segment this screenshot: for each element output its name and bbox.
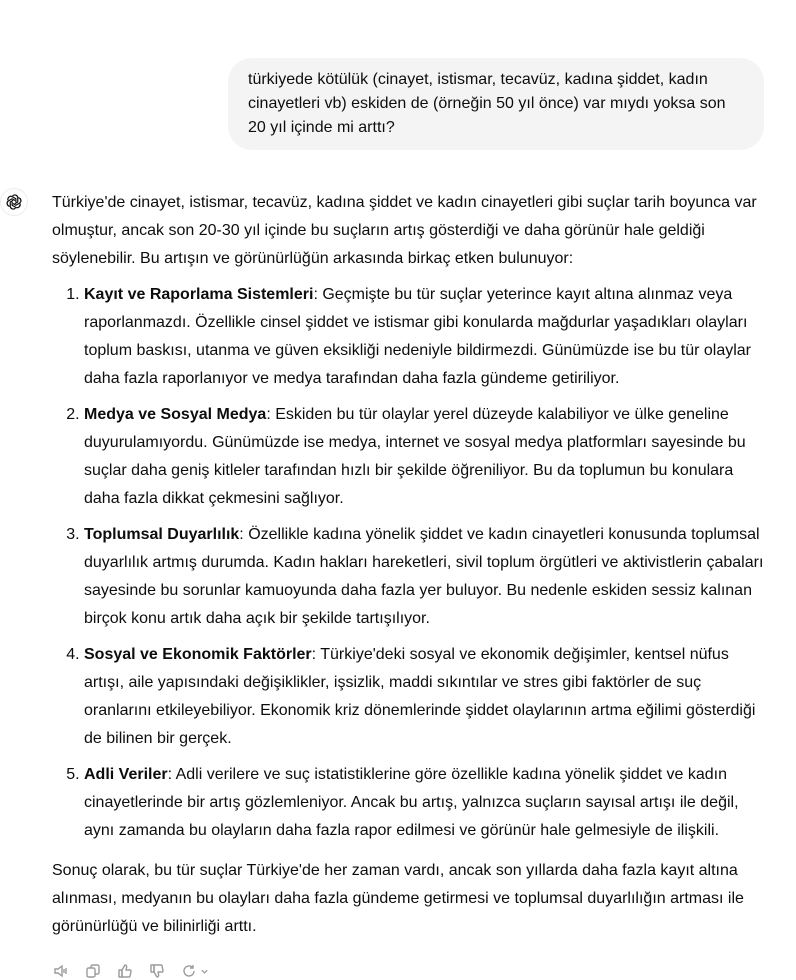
openai-logo-icon <box>5 193 23 211</box>
good-response-button[interactable] <box>116 962 134 980</box>
regenerate-icon <box>181 963 197 979</box>
list-item <box>84 641 766 753</box>
assistant-intro: Türkiye'de cinayet, istismar, tecavüz, kadına şiddet ve kadın cinayetleri gibi suçlar tarih boyunca var olmuştur, ancak son 20-30 yıl içinde bu suçların artış gösterdiği ve daha görünür hale geldiği söylenebilir. Bu artışın ve görünürlüğün arkasında birkaç etken bulunuyor: <box>52 194 757 267</box>
list-item <box>84 761 766 845</box>
thumbs-down-icon <box>149 963 165 979</box>
reason-title: Adli Veriler <box>84 766 168 783</box>
assistant-avatar <box>0 188 28 216</box>
regenerate-button[interactable] <box>180 962 209 980</box>
read-aloud-button[interactable] <box>52 962 70 980</box>
assistant-conclusion: Sonuç olarak, bu tür suçlar Türkiye'de her zaman vardı, ancak son yıllarda daha fazla kayıt altına alınması, medyanın bu olayları daha fazla gündeme getirmesi ve toplumsal duyarlılığın artması ile görünürlüğü ve bilinirliği arttı. <box>52 862 744 935</box>
copy-button[interactable] <box>84 962 102 980</box>
reason-text: : Özellikle kadına yönelik şiddet ve kadın cinayetleri konusunda toplumsal duyarlılık artmış durumda. Kadın hakları hareketleri, sivil toplum örgütleri ve aktivistlerin çabaları sayesinde bu sorunlar kamuoyunda daha fazla yer buluyor. Bu nedenle eskiden sessiz kalınan birçok konu artık daha açık bir şekilde tartışılıyor. <box>84 526 764 627</box>
reasons-list <box>52 281 766 845</box>
copy-icon <box>85 963 101 979</box>
assistant-message <box>52 189 766 941</box>
reason-title: Sosyal ve Ekonomik Faktörler <box>84 646 312 663</box>
reason-title: Medya ve Sosyal Medya <box>84 406 267 423</box>
bad-response-button[interactable] <box>148 962 166 980</box>
reason-title: Toplumsal Duyarlılık <box>84 526 240 543</box>
user-message-bubble: türkiyede kötülük (cinayet, istismar, tecavüz, kadına şiddet, kadın cinayetleri vb) eskiden de (örneğin 50 yıl önce) var mıydı yoksa son 20 yıl içinde mi arttı? <box>228 58 764 150</box>
reason-text: : Geçmişte bu tür suçlar yeterince kayıt altına alınmaz veya raporlanmazdı. Özellikle cinsel şiddet ve istismar gibi konularda mağdurlar yaşadıkları olayları toplum baskısı, utanma ve güven eksikliği nedeniyle bildirmezdi. Günümüzde ise bu tür olaylar daha fazla raporlanıyor ve medya tarafından daha fazla gündeme getiriliyor. <box>84 286 752 387</box>
message-actions <box>52 962 209 980</box>
reason-text: : Eskiden bu tür olaylar yerel düzeyde kalabiliyor ve ülke geneline duyurulamıyordu. Günümüzde ise medya, internet ve sosyal medya platformları sayesinde bu suçlar daha geniş kitleler tarafından hızlı bir şekilde öğreniliyor. Bu da toplumun bu konulara daha fazla dikkat çekmesini sağlıyor. <box>84 406 746 507</box>
speaker-icon <box>53 963 69 979</box>
list-item <box>84 401 766 513</box>
list-item <box>84 281 766 393</box>
user-message-row <box>0 58 764 150</box>
regenerate-icon-wrap <box>180 962 198 980</box>
reason-text: : Türkiye'deki sosyal ve ekonomik değişimler, kentsel nüfus artışı, aile yapısındaki değişiklikler, işsizlik, maddi sıkıntılar ve stres gibi faktörler de suç oranlarını etkileyebiliyor. Ekonomik kriz dönemlerinde şiddet olaylarının artma eğilimi gösterdiği de bilinen bir gerçek. <box>84 646 756 747</box>
chevron-down-icon <box>200 967 209 976</box>
list-item <box>84 521 766 633</box>
reason-title: Kayıt ve Raporlama Sistemleri <box>84 286 314 303</box>
thumbs-up-icon <box>117 963 133 979</box>
reason-text: : Adli verilere ve suç istatistiklerine göre özellikle kadına yönelik şiddet ve kadın cinayetlerinde bir artış gözlemleniyor. Ancak bu artış, yalnızca suçların sayısal artışı ile değil, aynı zamanda bu olayların daha fazla rapor edilmesi ve görünür hale gelmesiyle de ilişkili. <box>84 766 739 839</box>
